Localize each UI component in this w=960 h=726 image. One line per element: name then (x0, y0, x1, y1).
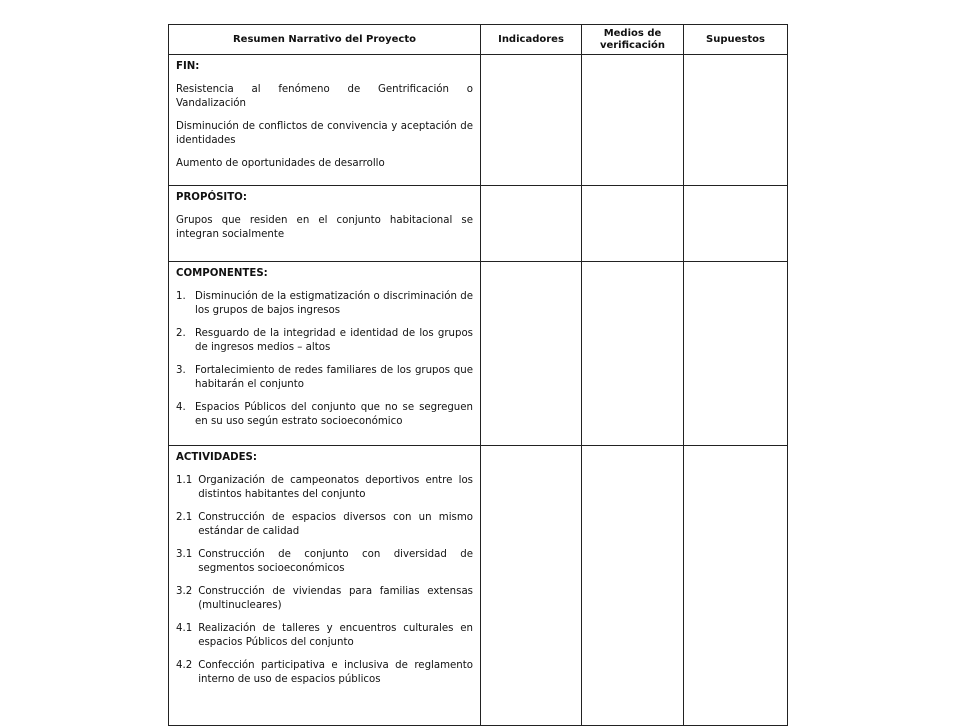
fin-item (176, 120, 473, 148)
actividades-item (176, 511, 473, 539)
item-number: 1.1 (176, 475, 193, 486)
section-heading-proposito: PROPÓSITO: (176, 192, 247, 203)
fin-item-text: Aumento de oportunidades de desarrollo (176, 158, 385, 169)
header-row (169, 25, 788, 55)
table-row-proposito (169, 186, 788, 262)
table-row-componentes (169, 262, 788, 446)
componentes-item (176, 327, 473, 355)
indicators-cell-fin (481, 55, 582, 186)
actividades-item (176, 659, 473, 687)
summary-cell-proposito (169, 186, 481, 262)
verification-cell-actividades (582, 446, 684, 726)
fin-item (176, 157, 473, 171)
summary-cell-actividades (169, 446, 481, 726)
verification-cell-componentes (582, 262, 684, 446)
summary-cell-componentes (169, 262, 481, 446)
verification-cell-fin (582, 55, 684, 186)
section-heading-actividades: ACTIVIDADES: (176, 452, 257, 463)
componentes-item-text: Espacios Públicos del conjunto que no se segreguen en su uso según estrato socioeconómico (195, 402, 473, 427)
indicators-cell-actividades (481, 446, 582, 726)
logical-framework-table (168, 24, 788, 726)
componentes-item-text: Resguardo de la integridad e identidad de los grupos de ingresos medios – altos (195, 328, 473, 353)
actividades-item-text: Construcción de viviendas para familias extensas (multinucleares) (198, 586, 473, 611)
item-number: 2.1 (176, 512, 193, 523)
assumptions-cell-proposito (684, 186, 788, 262)
item-number: 3. (176, 365, 186, 376)
fin-item (176, 83, 473, 111)
actividades-item (176, 622, 473, 650)
actividades-item-text: Confección participativa e inclusiva de reglamento interno de uso de espacios públicos (198, 660, 473, 685)
fin-item-text: Resistencia al fenómeno de Gentrificación o Vandalización (176, 84, 473, 109)
actividades-item-text: Realización de talleres y encuentros culturales en espacios Públicos del conjunto (198, 623, 473, 648)
item-number: 3.1 (176, 549, 193, 560)
indicators-cell-proposito (481, 186, 582, 262)
indicators-cell-componentes (481, 262, 582, 446)
item-number: 4.2 (176, 660, 193, 671)
header-verification: Medios de verificación (582, 25, 684, 55)
assumptions-cell-fin (684, 55, 788, 186)
actividades-item-text: Organización de campeonatos deportivos entre los distintos habitantes del conjunto (198, 475, 473, 500)
table-row-fin (169, 55, 788, 186)
section-heading-componentes: COMPONENTES: (176, 268, 268, 279)
assumptions-cell-actividades (684, 446, 788, 726)
actividades-item (176, 548, 473, 576)
header-assumptions: Supuestos (684, 25, 788, 55)
proposito-item (176, 214, 473, 242)
summary-cell-fin (169, 55, 481, 186)
proposito-item-text: Grupos que residen en el conjunto habitacional se integran socialmente (176, 215, 473, 240)
verification-cell-proposito (582, 186, 684, 262)
assumptions-cell-componentes (684, 262, 788, 446)
item-number: 4.1 (176, 623, 193, 634)
componentes-item (176, 401, 473, 429)
header-summary: Resumen Narrativo del Proyecto (169, 25, 481, 55)
item-number: 4. (176, 402, 186, 413)
section-heading-fin: FIN: (176, 61, 200, 72)
item-number: 2. (176, 328, 186, 339)
actividades-item (176, 585, 473, 613)
componentes-item-text: Fortalecimiento de redes familiares de los grupos que habitarán el conjunto (195, 365, 473, 390)
fin-item-text: Disminución de conflictos de convivencia y aceptación de identidades (176, 121, 473, 146)
item-number: 3.2 (176, 586, 193, 597)
componentes-item (176, 364, 473, 392)
componentes-item-text: Disminución de la estigmatización o discriminación de los grupos de bajos ingresos (195, 291, 473, 316)
actividades-item (176, 474, 473, 502)
componentes-item (176, 290, 473, 318)
item-number: 1. (176, 291, 186, 302)
actividades-item-text: Construcción de conjunto con diversidad de segmentos socioeconómicos (198, 549, 473, 574)
actividades-item-text: Construcción de espacios diversos con un mismo estándar de calidad (198, 512, 473, 537)
header-indicators: Indicadores (481, 25, 582, 55)
table-row-actividades (169, 446, 788, 726)
